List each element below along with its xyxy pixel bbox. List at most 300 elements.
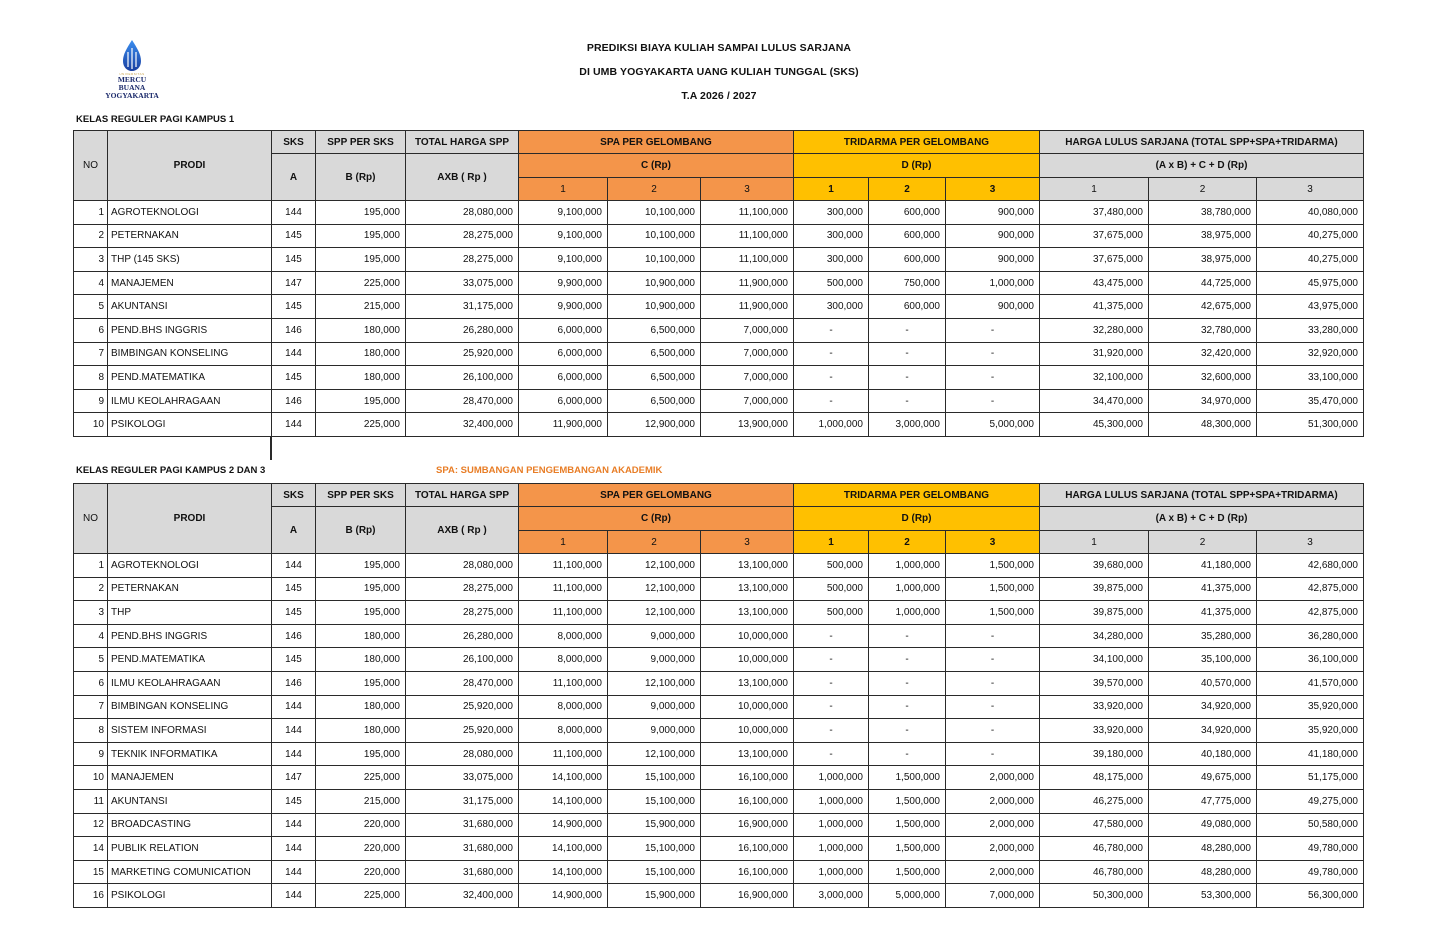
table-row [74,366,1364,390]
col-subheader-axb: AXB ( Rp ) [406,154,519,201]
lulus-wave-1-value: 46,780,000 [1040,837,1149,861]
tridarma-wave-1-value: - [794,719,869,743]
prodi-name: PETERNAKAN [108,224,272,248]
lulus-wave-2-value: 32,600,000 [1149,366,1257,390]
spa-wave-1-value: 6,000,000 [519,389,608,413]
lulus-wave-3-value: 41,570,000 [1257,671,1364,695]
prodi-name: ILMU KEOLAHRAGAAN [108,389,272,413]
spa-wave-3-value: 11,100,000 [701,248,794,272]
lulus-wave-2-value: 34,970,000 [1149,389,1257,413]
lulus-wave-2-value: 40,570,000 [1149,671,1257,695]
table-row [74,813,1364,837]
lulus-wave-1: 1 [1040,531,1149,554]
col-header-tridarma: TRIDARMA PER GELOMBANG [794,484,1040,507]
lulus-wave-3-value: 49,780,000 [1257,860,1364,884]
lulus-wave-3-value: 45,975,000 [1257,271,1364,295]
spa-wave-1-value: 8,000,000 [519,624,608,648]
spa-wave-1-value: 11,100,000 [519,671,608,695]
spa-wave-2-value: 9,000,000 [608,648,701,672]
sks-value: 144 [272,742,316,766]
table-row [74,248,1364,272]
tridarma-wave-2-value: 1,500,000 [869,860,946,884]
lulus-wave-3-value: 33,100,000 [1257,366,1364,390]
sks-value: 146 [272,671,316,695]
lulus-wave-3-value: 42,680,000 [1257,554,1364,578]
tridarma-wave-1-value: - [794,648,869,672]
lulus-wave-1-value: 37,675,000 [1040,224,1149,248]
spa-wave-3-value: 10,000,000 [701,624,794,648]
row-number: 12 [74,813,108,837]
prodi-name: BIMBINGAN KONSELING [108,695,272,719]
row-number: 1 [74,201,108,225]
spa-wave-3-value: 7,000,000 [701,342,794,366]
spa-wave-2-value: 6,500,000 [608,366,701,390]
table-row [74,389,1364,413]
spa-wave-1-value: 14,100,000 [519,837,608,861]
spa-wave-1-value: 9,100,000 [519,248,608,272]
row-number: 6 [74,671,108,695]
lulus-wave-1-value: 41,375,000 [1040,295,1149,319]
spa-wave-1-value: 9,900,000 [519,271,608,295]
tridarma-wave-3-value: 900,000 [946,295,1040,319]
sks-value: 145 [272,577,316,601]
spa-wave-1-value: 11,100,000 [519,601,608,625]
sks-value: 147 [272,766,316,790]
spa-wave-2-value: 15,900,000 [608,813,701,837]
spp-per-sks-value: 215,000 [316,295,406,319]
col-header-total-spp: TOTAL HARGA SPP [406,484,519,507]
tridarma-wave-3: 3 [946,531,1040,554]
lulus-wave-1-value: 34,100,000 [1040,648,1149,672]
table-row [74,224,1364,248]
spa-wave-2-value: 12,900,000 [608,413,701,437]
spa-wave-3-value: 10,000,000 [701,648,794,672]
sks-value: 146 [272,624,316,648]
spp-per-sks-value: 195,000 [316,671,406,695]
lulus-wave-3-value: 35,470,000 [1257,389,1364,413]
tridarma-wave-1-value: 300,000 [794,224,869,248]
spa-wave-2-value: 15,900,000 [608,884,701,908]
spp-per-sks-value: 220,000 [316,860,406,884]
spp-per-sks-value: 180,000 [316,366,406,390]
sks-value: 144 [272,719,316,743]
lulus-wave-1-value: 39,570,000 [1040,671,1149,695]
total-spp-value: 32,400,000 [406,884,519,908]
row-number: 7 [74,342,108,366]
tridarma-wave-3-value: - [946,366,1040,390]
total-spp-value: 28,080,000 [406,742,519,766]
tridarma-wave-1-value: 500,000 [794,554,869,578]
lulus-wave-2-value: 49,080,000 [1149,813,1257,837]
lulus-wave-3-value: 35,920,000 [1257,695,1364,719]
spa-wave-2-value: 12,100,000 [608,671,701,695]
spa-wave-1-value: 6,000,000 [519,366,608,390]
lulus-wave-3-value: 42,875,000 [1257,577,1364,601]
sks-value: 144 [272,554,316,578]
tridarma-wave-3-value: - [946,318,1040,342]
spa-wave-2-value: 10,900,000 [608,271,701,295]
spa-wave-3-value: 16,100,000 [701,789,794,813]
spa-wave-1-value: 6,000,000 [519,318,608,342]
col-header-spp-per-sks: SPP PER SKS [316,484,406,507]
tridarma-wave-2-value: 600,000 [869,224,946,248]
tridarma-wave-2-value: - [869,366,946,390]
table-row [74,671,1364,695]
spa-wave-2-value: 9,000,000 [608,695,701,719]
table-row [74,742,1364,766]
row-number: 1 [74,554,108,578]
prodi-name: PUBLIK RELATION [108,837,272,861]
lulus-wave-2-value: 34,920,000 [1149,695,1257,719]
col-header-prodi: PRODI [108,131,272,201]
total-spp-value: 31,680,000 [406,837,519,861]
lulus-wave-2-value: 44,725,000 [1149,271,1257,295]
tridarma-wave-3-value: 900,000 [946,224,1040,248]
col-header-sks: SKS [272,484,316,507]
lulus-wave-3-value: 36,280,000 [1257,624,1364,648]
lulus-wave-1-value: 39,180,000 [1040,742,1149,766]
row-number: 3 [74,248,108,272]
lulus-wave-1-value: 48,175,000 [1040,766,1149,790]
tridarma-wave-2-value: 3,000,000 [869,413,946,437]
sks-value: 144 [272,201,316,225]
lulus-wave-1-value: 33,920,000 [1040,719,1149,743]
spa-wave-2-value: 10,100,000 [608,224,701,248]
spa-wave-1-value: 14,100,000 [519,789,608,813]
tridarma-wave-1-value: 1,000,000 [794,837,869,861]
row-number: 10 [74,766,108,790]
spa-wave-3-value: 11,900,000 [701,295,794,319]
logo-name-line1: MERCU BUANA [117,75,147,92]
spp-per-sks-value: 225,000 [316,766,406,790]
lulus-wave-1-value: 39,875,000 [1040,601,1149,625]
table-row [74,648,1364,672]
col-subheader-a: A [272,154,316,201]
tridarma-wave-3-value: 5,000,000 [946,413,1040,437]
total-spp-value: 25,920,000 [406,719,519,743]
spa-wave-3-value: 16,100,000 [701,860,794,884]
lulus-wave-2-value: 32,420,000 [1149,342,1257,366]
lulus-wave-2-value: 41,375,000 [1149,577,1257,601]
prodi-name: THP [108,601,272,625]
lulus-wave-3-value: 41,180,000 [1257,742,1364,766]
tridarma-wave-2-value: 600,000 [869,248,946,272]
spa-wave-1-value: 14,100,000 [519,766,608,790]
tridarma-wave-2: 2 [869,531,946,554]
col-subheader-d: D (Rp) [794,154,1040,178]
section-label-kampus-2-3: KELAS REGULER PAGI KAMPUS 2 DAN 3 [76,465,266,476]
spa-wave-2-value: 12,100,000 [608,601,701,625]
spa-wave-2-value: 10,100,000 [608,248,701,272]
col-subheader-axb: AXB ( Rp ) [406,507,519,554]
prodi-name: MANAJEMEN [108,271,272,295]
prodi-name: PEND.MATEMATIKA [108,366,272,390]
prodi-name: BIMBINGAN KONSELING [108,342,272,366]
spa-wave-3-value: 11,900,000 [701,271,794,295]
spa-wave-1-value: 8,000,000 [519,695,608,719]
sks-value: 145 [272,248,316,272]
spa-wave-1-value: 8,000,000 [519,719,608,743]
spp-per-sks-value: 180,000 [316,719,406,743]
lulus-wave-1-value: 50,300,000 [1040,884,1149,908]
tridarma-wave-2-value: 600,000 [869,201,946,225]
spp-per-sks-value: 195,000 [316,577,406,601]
lulus-wave-1-value: 39,875,000 [1040,577,1149,601]
spa-wave-3-value: 10,000,000 [701,719,794,743]
tridarma-wave-3: 3 [946,178,1040,201]
tridarma-wave-1-value: - [794,742,869,766]
table-row [74,271,1364,295]
tridarma-wave-1-value: - [794,671,869,695]
lulus-wave-1: 1 [1040,178,1149,201]
spa-wave-3: 3 [701,178,794,201]
tridarma-wave-1-value: 300,000 [794,295,869,319]
col-header-no: NO [74,131,108,201]
total-spp-value: 26,100,000 [406,648,519,672]
spa-wave-3-value: 7,000,000 [701,318,794,342]
tridarma-wave-1-value: 1,000,000 [794,860,869,884]
col-header-prodi: PRODI [108,484,272,554]
lulus-wave-1-value: 45,300,000 [1040,413,1149,437]
logo-name-line2: YOGYAKARTA [105,91,159,100]
sks-value: 144 [272,837,316,861]
prodi-name: MANAJEMEN [108,766,272,790]
total-spp-value: 28,470,000 [406,389,519,413]
tridarma-wave-3-value: 1,500,000 [946,601,1040,625]
lulus-wave-3-value: 36,100,000 [1257,648,1364,672]
row-number: 3 [74,601,108,625]
spa-wave-3-value: 10,000,000 [701,695,794,719]
spa-wave-2-value: 6,500,000 [608,342,701,366]
spp-per-sks-value: 225,000 [316,884,406,908]
total-spp-value: 28,470,000 [406,671,519,695]
lulus-wave-1-value: 46,780,000 [1040,860,1149,884]
spp-per-sks-value: 180,000 [316,695,406,719]
lulus-wave-2-value: 48,280,000 [1149,837,1257,861]
section-label-kampus-1: KELAS REGULER PAGI KAMPUS 1 [76,114,235,125]
lulus-wave-3-value: 49,780,000 [1257,837,1364,861]
lulus-wave-2-value: 42,675,000 [1149,295,1257,319]
sks-value: 145 [272,224,316,248]
lulus-wave-3-value: 40,275,000 [1257,248,1364,272]
tridarma-wave-2-value: - [869,318,946,342]
spp-per-sks-value: 195,000 [316,742,406,766]
lulus-wave-2-value: 48,280,000 [1149,860,1257,884]
spa-wave-1-value: 9,900,000 [519,295,608,319]
lulus-wave-2-value: 40,180,000 [1149,742,1257,766]
tridarma-wave-1-value: 3,000,000 [794,884,869,908]
spa-wave-1-value: 11,100,000 [519,742,608,766]
col-subheader-c: C (Rp) [519,154,794,178]
spa-definition-note: SPA: SUMBANGAN PENGEMBANGAN AKADEMIK [436,465,663,476]
spp-per-sks-value: 225,000 [316,271,406,295]
tridarma-wave-1-value: - [794,318,869,342]
sks-value: 147 [272,271,316,295]
spp-per-sks-value: 180,000 [316,624,406,648]
row-number: 4 [74,624,108,648]
lulus-wave-2-value: 34,920,000 [1149,719,1257,743]
total-spp-value: 26,280,000 [406,318,519,342]
spp-per-sks-value: 195,000 [316,201,406,225]
spa-wave-1-value: 14,100,000 [519,860,608,884]
tridarma-wave-3-value: - [946,719,1040,743]
col-subheader-c: C (Rp) [519,507,794,531]
spp-per-sks-value: 220,000 [316,837,406,861]
col-subheader-formula: (A x B) + C + D (Rp) [1040,154,1364,178]
tridarma-wave-3-value: - [946,389,1040,413]
lulus-wave-2-value: 38,975,000 [1149,248,1257,272]
col-header-spa: SPA PER GELOMBANG [519,131,794,154]
spa-wave-2: 2 [608,531,701,554]
tridarma-wave-1-value: - [794,366,869,390]
total-spp-value: 25,920,000 [406,342,519,366]
prodi-name: PETERNAKAN [108,577,272,601]
tridarma-wave-1-value: 300,000 [794,201,869,225]
spp-per-sks-value: 180,000 [316,318,406,342]
spa-wave-1: 1 [519,531,608,554]
prodi-name: SISTEM INFORMASI [108,719,272,743]
spa-wave-3-value: 13,900,000 [701,413,794,437]
lulus-wave-2-value: 35,280,000 [1149,624,1257,648]
tridarma-wave-1-value: 500,000 [794,577,869,601]
tridarma-wave-2-value: 750,000 [869,271,946,295]
row-number: 2 [74,577,108,601]
spa-wave-3-value: 13,100,000 [701,742,794,766]
tridarma-wave-3-value: 2,000,000 [946,813,1040,837]
lulus-wave-2-value: 32,780,000 [1149,318,1257,342]
tridarma-wave-1: 1 [794,178,869,201]
lulus-wave-2-value: 47,775,000 [1149,789,1257,813]
total-spp-value: 31,175,000 [406,295,519,319]
spa-wave-2-value: 6,500,000 [608,318,701,342]
spa-wave-2-value: 15,100,000 [608,837,701,861]
lulus-wave-1-value: 32,280,000 [1040,318,1149,342]
row-number: 9 [74,742,108,766]
total-spp-value: 28,080,000 [406,554,519,578]
spa-wave-2-value: 9,000,000 [608,624,701,648]
spa-wave-2-value: 9,000,000 [608,719,701,743]
total-spp-value: 25,920,000 [406,695,519,719]
lulus-wave-3-value: 33,280,000 [1257,318,1364,342]
spa-wave-3-value: 16,100,000 [701,837,794,861]
tridarma-wave-2-value: 1,500,000 [869,766,946,790]
spp-per-sks-value: 220,000 [316,813,406,837]
tridarma-wave-1: 1 [794,531,869,554]
lulus-wave-2: 2 [1149,178,1257,201]
spa-wave-3-value: 11,100,000 [701,201,794,225]
tridarma-wave-3-value: 1,000,000 [946,271,1040,295]
total-spp-value: 31,680,000 [406,813,519,837]
spa-wave-1-value: 9,100,000 [519,201,608,225]
spa-wave-3-value: 13,100,000 [701,577,794,601]
prodi-name: THP (145 SKS) [108,248,272,272]
lulus-wave-2-value: 41,180,000 [1149,554,1257,578]
col-header-spa: SPA PER GELOMBANG [519,484,794,507]
spa-wave-1-value: 9,100,000 [519,224,608,248]
lulus-wave-3: 3 [1257,178,1364,201]
row-number: 5 [74,648,108,672]
table-row [74,601,1364,625]
tridarma-wave-2-value: - [869,342,946,366]
table-row [74,624,1364,648]
total-spp-value: 28,080,000 [406,201,519,225]
lulus-wave-2-value: 49,675,000 [1149,766,1257,790]
spp-per-sks-value: 225,000 [316,413,406,437]
spa-wave-1-value: 11,900,000 [519,413,608,437]
lulus-wave-2-value: 38,780,000 [1149,201,1257,225]
table-row [74,837,1364,861]
spa-wave-2-value: 10,100,000 [608,201,701,225]
row-number: 10 [74,413,108,437]
row-number: 6 [74,318,108,342]
row-number: 5 [74,295,108,319]
tridarma-wave-1-value: - [794,624,869,648]
lulus-wave-3-value: 51,300,000 [1257,413,1364,437]
row-number: 2 [74,224,108,248]
spa-wave-2-value: 15,100,000 [608,860,701,884]
col-header-lulus: HARGA LULUS SARJANA (TOTAL SPP+SPA+TRIDARMA) [1040,131,1364,154]
tridarma-wave-3-value: 2,000,000 [946,837,1040,861]
tridarma-wave-2-value: - [869,695,946,719]
total-spp-value: 31,175,000 [406,789,519,813]
spa-wave-2: 2 [608,178,701,201]
tridarma-wave-2-value: - [869,742,946,766]
tridarma-wave-3-value: - [946,342,1040,366]
lulus-wave-3-value: 49,275,000 [1257,789,1364,813]
table-row [74,201,1364,225]
tridarma-wave-3-value: 1,500,000 [946,577,1040,601]
row-number: 4 [74,271,108,295]
table-row [74,318,1364,342]
table-row [74,719,1364,743]
table-row [74,695,1364,719]
spa-wave-1-value: 14,900,000 [519,813,608,837]
tridarma-wave-3-value: 900,000 [946,201,1040,225]
lulus-wave-2-value: 53,300,000 [1149,884,1257,908]
spa-wave-2-value: 10,900,000 [608,295,701,319]
spa-wave-3-value: 11,100,000 [701,224,794,248]
tridarma-wave-3-value: - [946,695,1040,719]
row-number: 9 [74,389,108,413]
sks-value: 144 [272,813,316,837]
lulus-wave-3-value: 43,975,000 [1257,295,1364,319]
tridarma-wave-2-value: - [869,624,946,648]
table-row [74,577,1364,601]
tridarma-wave-3-value: - [946,648,1040,672]
spa-wave-1: 1 [519,178,608,201]
prodi-name: PEND.BHS INGGRIS [108,318,272,342]
spa-wave-3-value: 7,000,000 [701,366,794,390]
prodi-name: TEKNIK INFORMATIKA [108,742,272,766]
prodi-name: PSIKOLOGI [108,413,272,437]
tridarma-wave-1-value: 1,000,000 [794,813,869,837]
col-subheader-b: B (Rp) [316,507,406,554]
total-spp-value: 33,075,000 [406,766,519,790]
tridarma-wave-3-value: 2,000,000 [946,860,1040,884]
row-number: 16 [74,884,108,908]
tridarma-wave-3-value: - [946,671,1040,695]
tridarma-wave-1-value: 1,000,000 [794,413,869,437]
lulus-wave-1-value: 37,675,000 [1040,248,1149,272]
sks-value: 146 [272,318,316,342]
prodi-name: ILMU KEOLAHRAGAAN [108,671,272,695]
col-header-tridarma: TRIDARMA PER GELOMBANG [794,131,1040,154]
total-spp-value: 28,275,000 [406,601,519,625]
spa-wave-3-value: 16,900,000 [701,884,794,908]
total-spp-value: 26,280,000 [406,624,519,648]
fee-table-kampus-2-3 [73,483,1364,908]
lulus-wave-3-value: 42,875,000 [1257,601,1364,625]
